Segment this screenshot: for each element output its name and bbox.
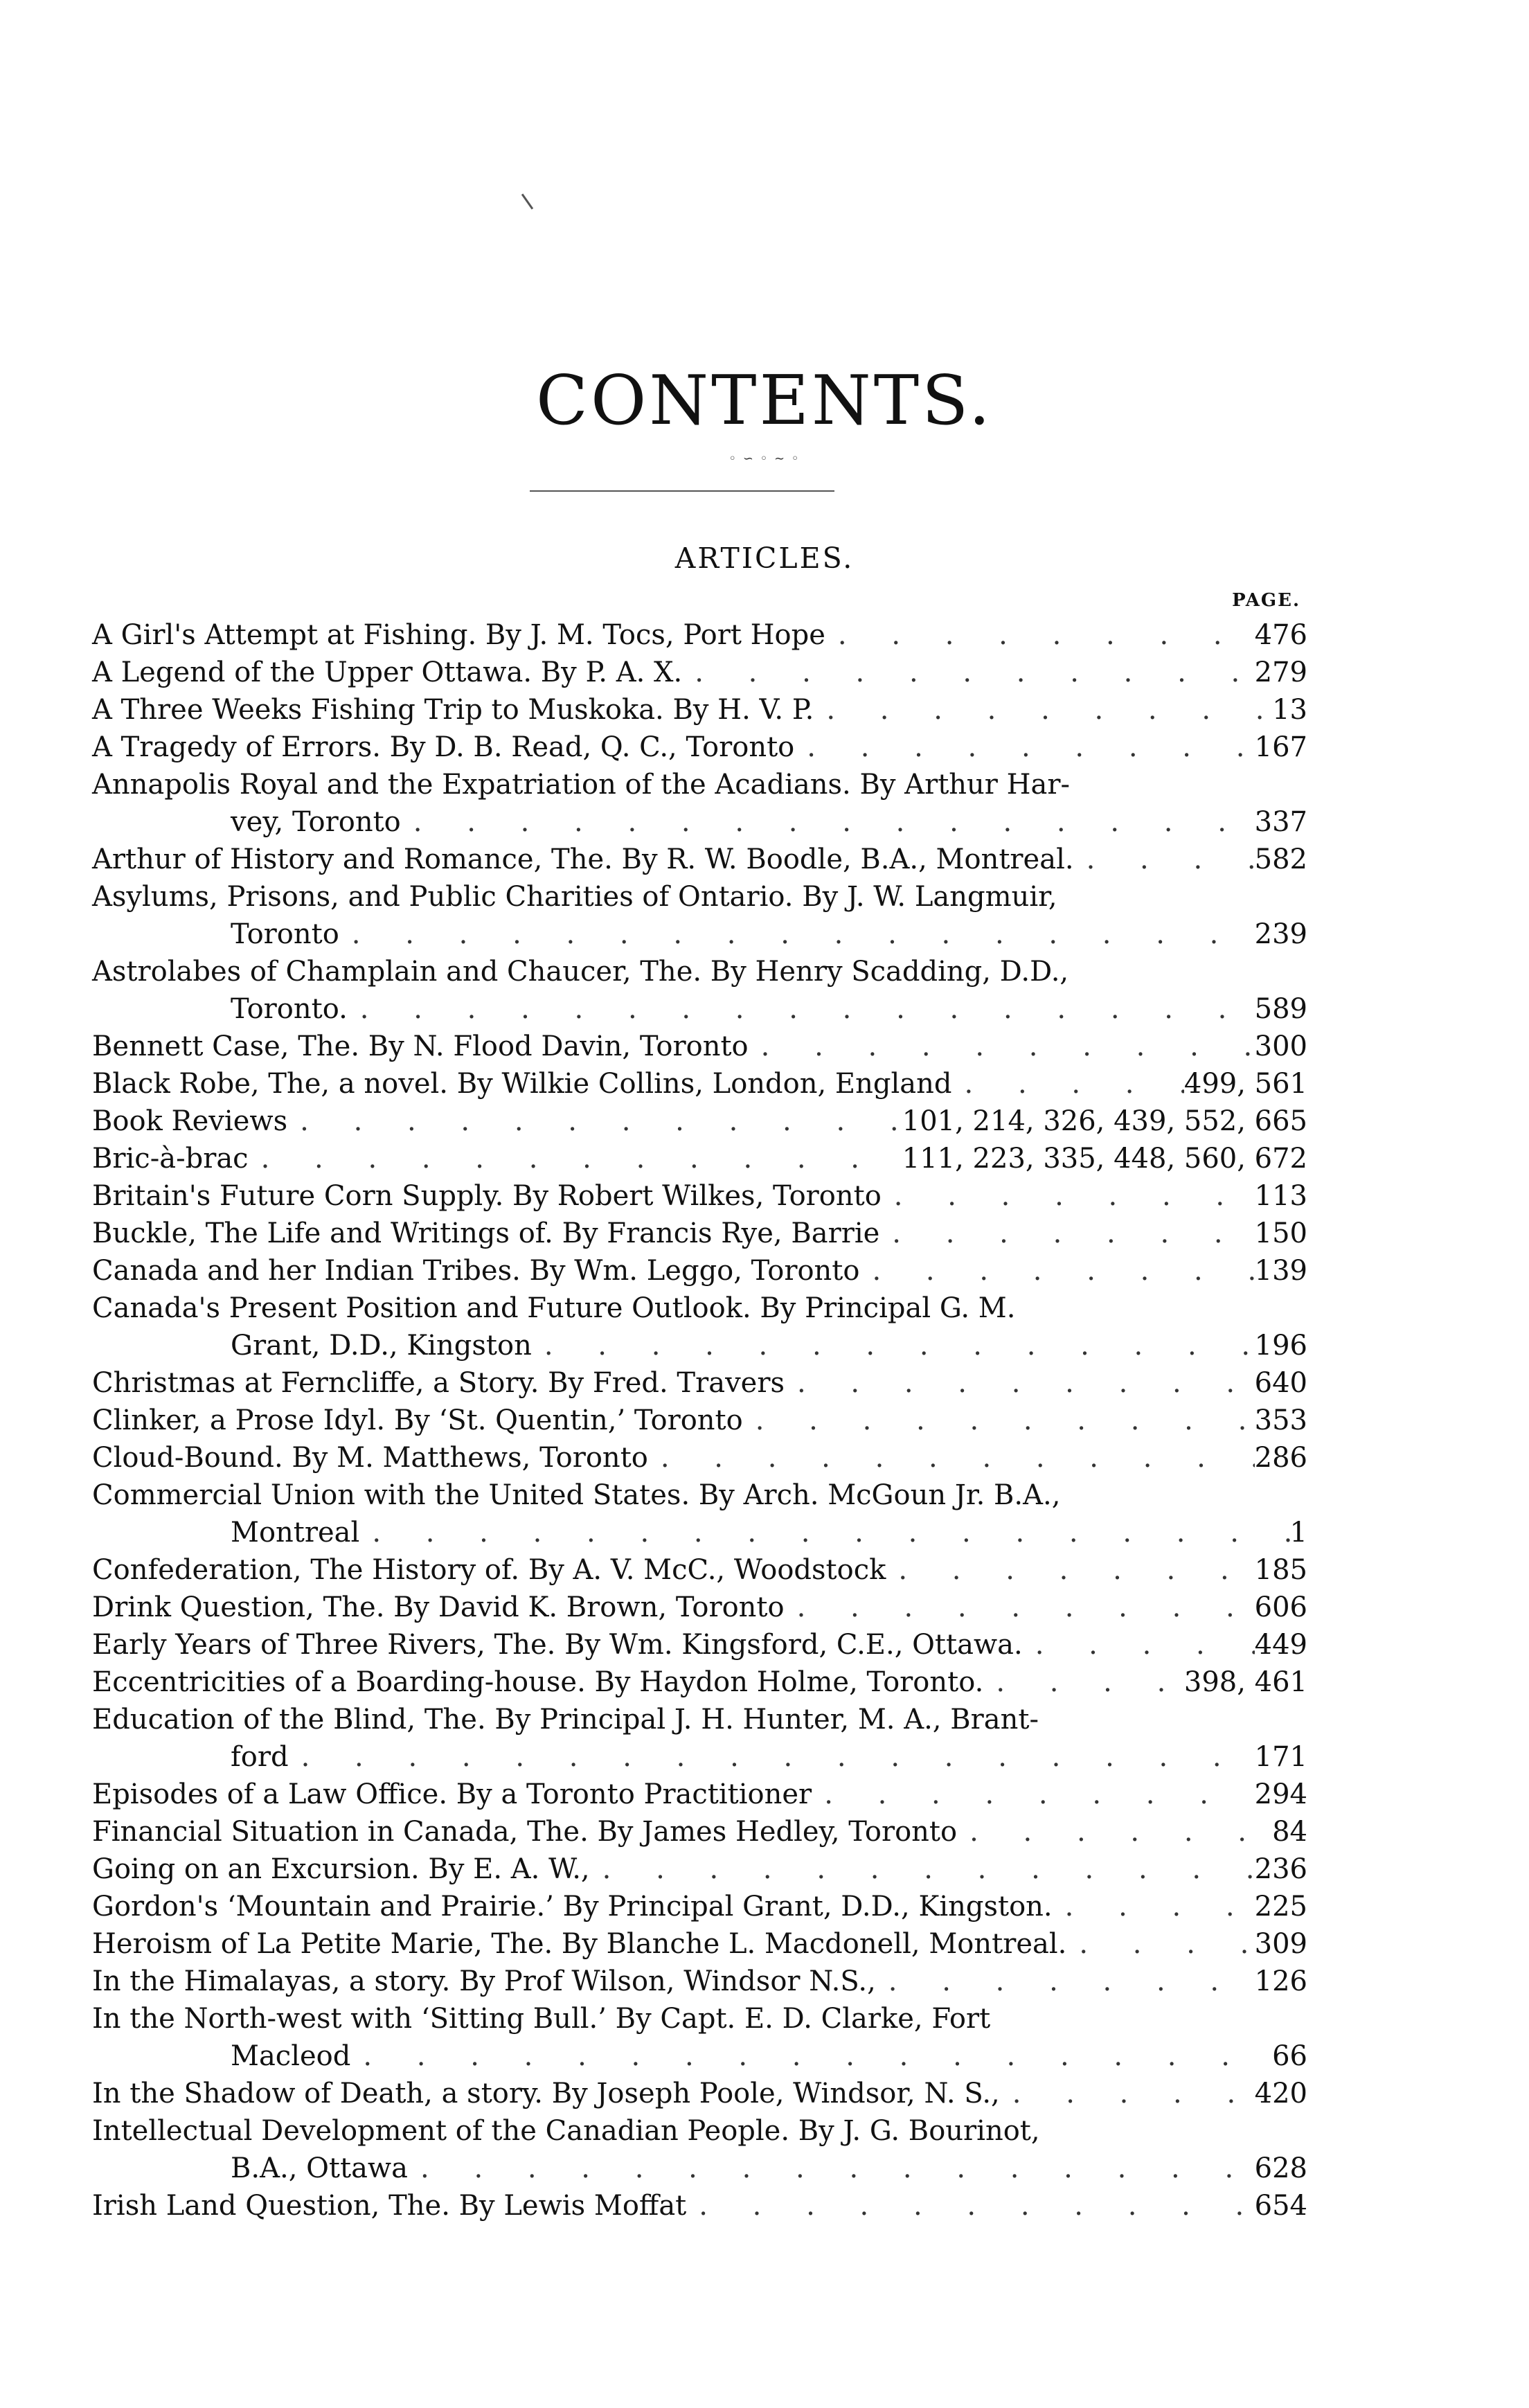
leader-dots [249,1140,902,1177]
entry-title: In the North-west with ‘Sitting Bull.’ By Capt. E. D. Clarke, Fort [92,2003,991,2035]
toc-entry [92,1589,1307,1626]
entry-page-number: 499, 561 [1183,1068,1307,1100]
leader-dots [785,1364,1255,1402]
leader-dots [1000,2075,1255,2112]
toc-entry [92,1177,1307,1215]
toc-entry [92,1551,1307,1589]
entry-title: Toronto. [231,993,348,1025]
entry-line [92,1065,1307,1103]
leader-dots [686,2187,1254,2224]
leader-dots [1074,841,1255,878]
toc-entry [92,1850,1307,1888]
entry-title: Montreal [231,1517,360,1549]
toc-entry [92,1888,1307,1925]
entry-line [92,2187,1307,2224]
entry-page-number: 300 [1254,1031,1307,1062]
entry-title: Christmas at Ferncliffe, a Story. By Fred. Travers [92,1367,785,1399]
entry-title: Bric-à-brac [92,1143,249,1175]
entry-line [92,1140,1307,1177]
entry-title: Asylums, Prisons, and Public Charities of Ontario. By J. W. Langmuir, [92,881,1057,913]
entry-page-number: 353 [1254,1404,1307,1436]
leader-dots [812,1776,1254,1813]
entry-title: B.A., Ottawa [231,2152,409,2184]
entry-page-number: 139 [1254,1255,1307,1287]
leader-dots [648,1439,1255,1477]
leader-dots [408,2150,1255,2187]
entry-title: Annapolis Royal and the Expatriation of the Acadians. By Arthur Har- [92,769,1070,801]
entry-page-number: 449 [1254,1629,1307,1661]
toc-entry [92,1701,1307,1776]
leader-dots [532,1327,1255,1364]
leader-dots [859,1252,1254,1290]
entry-line [92,1290,1307,1327]
toc-entry [92,1215,1307,1252]
entry-line [92,1402,1307,1439]
entry-line [92,1589,1307,1626]
toc-entry [92,1477,1307,1551]
toc-entry [92,2187,1307,2224]
entry-title: Arthur of History and Romance, The. By R. W. Boodle, B.A., Montreal. [92,844,1074,875]
stray-ink-mark [521,193,533,209]
entry-line [92,729,1307,766]
entry-page-number: 640 [1254,1367,1307,1399]
entry-line [92,1626,1307,1664]
entry-title: Commercial Union with the United States. By Arch. McGoun Jr. B.A., [92,1479,1061,1511]
entry-line [92,2075,1307,2112]
entry-line [92,1103,1307,1140]
entry-continuation-line [92,2037,1307,2075]
entry-line [92,1177,1307,1215]
entry-title: Black Robe, The, a novel. By Wilkie Collins, London, England [92,1068,952,1100]
toc-entry [92,878,1307,953]
entry-page-number: 167 [1254,731,1307,763]
entry-line [92,654,1307,691]
entry-title: Eccentricities of a Boarding-house. By Haydon Holme, Toronto. [92,1666,984,1698]
entry-page-number: 286 [1254,1442,1307,1474]
leader-dots [289,1738,1255,1776]
entry-title: Toronto [231,918,339,950]
entry-page-number: 171 [1254,1741,1307,1773]
entry-title: Macleod [231,2040,351,2072]
entry-continuation-line [92,1327,1307,1364]
entry-title: Financial Situation in Canada, The. By James Hedley, Toronto [92,1816,958,1848]
entry-title: vey, Toronto [231,806,401,838]
leader-dots [743,1402,1255,1439]
entry-line [92,691,1307,729]
leader-dots [886,1551,1254,1589]
entry-line [92,1252,1307,1290]
entry-title: Book Reviews [92,1105,288,1137]
entry-line [92,1888,1307,1925]
toc-entry [92,1776,1307,1813]
entry-line [92,1776,1307,1813]
entry-title: A Girl's Attempt at Fishing. By J. M. Tocs, Port Hope [92,619,825,651]
leader-dots [1053,1888,1255,1925]
page-column-label: PAGE. [1232,590,1300,611]
entry-line [92,1439,1307,1477]
toc-entry [92,1963,1307,2000]
entry-line [92,1664,1307,1701]
leader-dots [983,1664,1184,1701]
toc-entry [92,2075,1307,2112]
entry-page-number: 111, 223, 335, 448, 560, 672 [902,1143,1307,1175]
toc-entry [92,654,1307,691]
toc-entry [92,1028,1307,1065]
entry-line [92,1925,1307,1963]
leader-dots [1023,1626,1255,1664]
leader-dots [876,1963,1255,2000]
entry-page-number: 309 [1254,1928,1307,1960]
toc-entry [92,841,1307,878]
leader-dots [287,1103,902,1140]
entry-title: Canada's Present Position and Future Outlook. By Principal G. M. [92,1292,1016,1324]
leader-dots [952,1065,1184,1103]
entry-page-number: 66 [1272,2040,1307,2072]
entry-page-number: 126 [1254,1965,1307,1997]
entry-line [92,1364,1307,1402]
entry-line [92,1477,1307,1514]
ornament: ◦ ∽ ◦ ∼ ◦ [728,452,801,466]
entry-page-number: 628 [1254,2152,1307,2184]
toc-entry [92,1664,1307,1701]
toc-entry [92,1252,1307,1290]
entry-title: Heroism of La Petite Marie, The. By Blanche L. Macdonell, Montreal. [92,1928,1067,1960]
entry-title: In the Himalayas, a story. By Prof Wilson, Windsor N.S., [92,1965,876,1997]
entry-title: Going on an Excursion. By E. A. W., [92,1853,590,1885]
toc-entry [92,1103,1307,1140]
entry-line [92,1215,1307,1252]
entry-title: Grant, D.D., Kingston [231,1330,532,1362]
leader-dots [794,729,1254,766]
entry-line [92,1028,1307,1065]
toc-entry [92,729,1307,766]
leader-dots [814,691,1272,729]
entry-title: Irish Land Question, The. By Lewis Moffat [92,2190,687,2222]
toc-entry [92,1813,1307,1850]
entry-title: Gordon's ‘Mountain and Prairie.’ By Principal Grant, D.D., Kingston. [92,1891,1053,1923]
toc-entry [92,1626,1307,1664]
entry-title: Episodes of a Law Office. By a Toronto Practitioner [92,1778,812,1810]
entry-page-number: 150 [1254,1218,1307,1249]
entry-page-number: 196 [1254,1330,1307,1362]
toc-entry [92,2112,1307,2187]
page-title: CONTENTS. [536,362,993,440]
entry-title: Bennett Case, The. By N. Flood Davin, Toronto [92,1031,749,1062]
leader-dots [882,1177,1255,1215]
entry-page-number: 420 [1254,2078,1307,2110]
entry-page-number: 13 [1272,694,1307,726]
leader-dots [825,616,1255,654]
toc-entry [92,1065,1307,1103]
entry-line [92,841,1307,878]
section-heading: ARTICLES. [674,542,855,575]
leader-dots [359,1514,1289,1551]
entry-line [92,1850,1307,1888]
entry-title: Buckle, The Life and Writings of. By Francis Rye, Barrie [92,1218,880,1249]
toc-entry [92,766,1307,841]
entry-continuation-line [92,803,1307,841]
toc-entry [92,953,1307,1028]
title-rule [530,490,834,492]
toc-entry [92,1290,1307,1364]
entry-page-number: 236 [1254,1853,1307,1885]
entry-line [92,1813,1307,1850]
entry-page-number: 101, 214, 326, 439, 552, 665 [902,1105,1307,1137]
entry-page-number: 589 [1254,993,1307,1025]
leader-dots [339,916,1255,953]
leader-dots [590,1850,1255,1888]
entry-title: A Tragedy of Errors. By D. B. Read, Q. C., Toronto [92,731,795,763]
entry-title: Confederation, The History of. By A. V. McC., Woodstock [92,1554,886,1586]
entry-page-number: 239 [1254,918,1307,950]
leader-dots [350,2037,1272,2075]
leader-dots [682,654,1254,691]
leader-dots [1066,1925,1254,1963]
entry-page-number: 279 [1254,657,1307,688]
entry-continuation-line [92,916,1307,953]
entry-page-number: 398, 461 [1183,1666,1307,1698]
toc-entry [92,1140,1307,1177]
entry-line [92,1551,1307,1589]
leader-dots [348,990,1255,1028]
leader-dots [401,803,1255,841]
entry-line [92,953,1307,990]
entry-title: A Legend of the Upper Ottawa. By P. A. X. [92,657,683,688]
entry-title: Education of the Blind, The. By Principal J. H. Hunter, M. A., Brant- [92,1704,1039,1736]
entry-line [92,1963,1307,2000]
toc-entry [92,2000,1307,2075]
toc-entry [92,1402,1307,1439]
entry-page-number: 337 [1254,806,1307,838]
entry-title: A Three Weeks Fishing Trip to Muskoka. By H. V. P. [92,694,814,726]
entry-page-number: 225 [1254,1891,1307,1923]
entry-line [92,878,1307,916]
entry-page-number: 1 [1289,1517,1307,1549]
entry-continuation-line [92,990,1307,1028]
toc-entry [92,691,1307,729]
entry-title: Intellectual Development of the Canadian People. By J. G. Bourinot, [92,2115,1040,2147]
contents-list [92,616,1307,2224]
leader-dots [749,1028,1255,1065]
entry-title: In the Shadow of Death, a story. By Joseph Poole, Windsor, N. S., [92,2078,1000,2110]
entry-page-number: 654 [1254,2190,1307,2222]
entry-title: Astrolabes of Champlain and Chaucer, The. By Henry Scadding, D.D., [92,956,1069,988]
leader-dots [957,1813,1272,1850]
toc-entry [92,1925,1307,1963]
entry-page-number: 294 [1254,1778,1307,1810]
entry-line [92,766,1307,803]
entry-title: Cloud-Bound. By M. Matthews, Toronto [92,1442,648,1474]
entry-title: Drink Question, The. By David K. Brown, Toronto [92,1591,785,1623]
entry-title: Britain's Future Corn Supply. By Robert Wilkes, Toronto [92,1180,882,1212]
entry-title: Early Years of Three Rivers, The. By Wm. Kingsford, C.E., Ottawa. [92,1629,1023,1661]
entry-title: Clinker, a Prose Idyl. By ‘St. Quentin,’ Toronto [92,1404,743,1436]
entry-page-number: 84 [1272,1816,1307,1848]
toc-entry [92,616,1307,654]
entry-line [92,616,1307,654]
leader-dots [879,1215,1254,1252]
entry-page-number: 476 [1254,619,1307,651]
entry-page-number: 582 [1254,844,1307,875]
toc-entry [92,1364,1307,1402]
entry-line [92,2112,1307,2150]
toc-entry [92,1439,1307,1477]
entry-page-number: 606 [1254,1591,1307,1623]
entry-page-number: 113 [1254,1180,1307,1212]
entry-title: ford [231,1741,289,1773]
leader-dots [785,1589,1255,1626]
entry-line [92,1701,1307,1738]
entry-continuation-line [92,2150,1307,2187]
entry-continuation-line [92,1738,1307,1776]
entry-continuation-line [92,1514,1307,1551]
entry-line [92,2000,1307,2037]
entry-page-number: 185 [1254,1554,1307,1586]
entry-title: Canada and her Indian Tribes. By Wm. Leggo, Toronto [92,1255,860,1287]
